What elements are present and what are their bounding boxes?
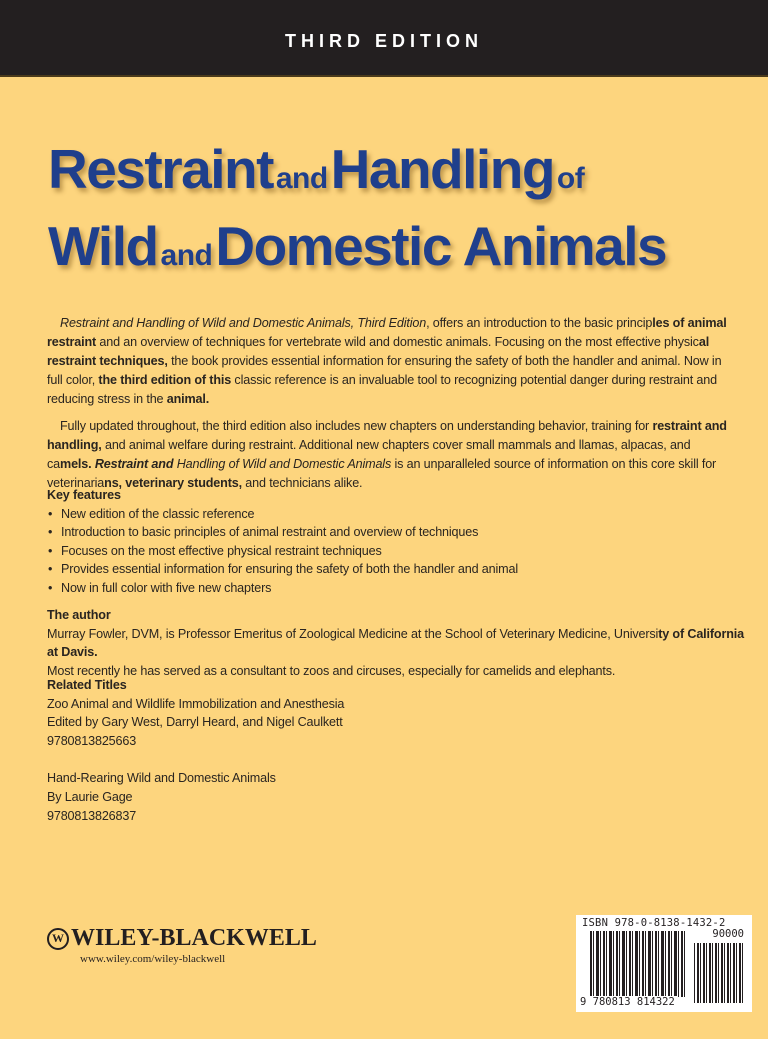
list-item: • New edition of the classic reference — [47, 505, 757, 524]
text-run: the third edition of this — [98, 373, 232, 387]
text-run: Restraint and Handling of Wild and Domestic Animals, Third Edition — [60, 316, 427, 330]
price-code: 90000 — [712, 928, 744, 940]
isbn-label: ISBN 978-0-8138-1432-2 — [582, 917, 726, 929]
title-word: Wild — [48, 215, 158, 277]
text-run: Fully updated throughout, the third edition also includes new chapters on understanding behavior, training for — [60, 419, 653, 433]
barcode-addon-bars-icon — [694, 943, 744, 1003]
spacer — [47, 750, 757, 769]
title-word: Handling — [330, 138, 554, 200]
text-run: and animal welfare during restraint. Additional new chapters cover small mammals and llamas, alpacas, and ca — [47, 438, 691, 471]
list-item: • Introduction to basic principles of animal restraint and overview of techniques — [47, 523, 757, 542]
author-section — [47, 606, 757, 680]
title-line-1 — [48, 138, 748, 215]
text-run: classic reference is an invaluable tool to recognizing potential danger during restraint and reducing stress in the — [47, 373, 717, 406]
edition-label: THIRD EDITION — [285, 31, 483, 51]
related-book-isbn: 9780813826837 — [47, 808, 137, 823]
wiley-emblem-icon: W — [47, 928, 69, 950]
title-word: and — [160, 239, 213, 272]
text-run: Handling of Wild and Domestic Animals — [176, 457, 392, 471]
text-run: the book provides essential information for ensuring the safety of both the handler and animal. Now in full color, — [47, 354, 722, 387]
book-title — [48, 138, 748, 292]
ean-number: 9 780813 814322 — [580, 996, 675, 1008]
title-word: and — [275, 162, 328, 195]
publisher-logo — [47, 925, 317, 952]
author-bio-line-1 — [47, 625, 757, 662]
list-item: • Provides essential information for ensuring the safety of both the handler and animal — [47, 560, 757, 579]
top-banner — [0, 0, 768, 77]
related-book-byline: By Laurie Gage — [47, 789, 133, 804]
text-run: , offers an introduction to the basic princip — [426, 316, 653, 330]
title-word: of — [556, 162, 585, 195]
title-word: Restraint — [48, 138, 273, 200]
publisher-url: www.wiley.com/wiley-blackwell — [80, 953, 226, 965]
related-titles-heading: Related Titles — [47, 678, 127, 692]
key-features-section — [47, 486, 757, 598]
isbn-barcode — [576, 915, 752, 1012]
text-run: and an overview of techniques for vertebrate wild and domestic animals. Focusing on the most effective physic — [96, 335, 699, 349]
description-paragraph-2 — [47, 417, 737, 493]
author-bio-line-2: Most recently he has served as a consultant to zoos and circuses, especially for camelids and elephants. — [47, 663, 616, 678]
text-run: restraint and handling, — [47, 419, 727, 452]
description-paragraph-1 — [47, 314, 737, 409]
related-book-title: Zoo Animal and Wildlife Immobilization and Anesthesia — [47, 696, 345, 711]
related-book-title: Hand-Rearing Wild and Domestic Animals — [47, 771, 276, 786]
related-book-byline: Edited by Gary West, Darryl Heard, and Nigel Caulkett — [47, 715, 343, 730]
author-bio-bold: ty of California at Davis. — [47, 626, 744, 660]
list-item: • Now in full color with five new chapters — [47, 579, 757, 598]
list-item: • Focuses on the most effective physical restraint techniques — [47, 542, 757, 561]
text-run: is an unparalleled source of information on this core skill for veterinaria — [47, 457, 717, 490]
related-titles-section — [47, 676, 757, 825]
publisher-name: WILEY-BLACKWELL — [71, 925, 317, 951]
title-word: Domestic Animals — [215, 215, 667, 277]
title-line-2 — [48, 215, 748, 292]
text-run: ns, veterinary students, — [104, 476, 242, 490]
text-run: mels. — [60, 457, 92, 471]
description — [47, 314, 737, 501]
text-run: les of animal restraint — [47, 316, 727, 349]
text-run: and technicians alike. — [241, 476, 363, 490]
text-run: al restraint techniques, — [47, 335, 710, 368]
author-bio-text: Murray Fowler, DVM, is Professor Emeritus of Zoological Medicine at the School of Veterinary Medicine, Universi — [47, 626, 659, 641]
key-features-list — [47, 505, 757, 598]
barcode-bars-icon — [590, 931, 686, 997]
key-features-heading: Key features — [47, 488, 121, 502]
text-run: animal. — [166, 392, 210, 406]
related-book-isbn: 9780813825663 — [47, 733, 137, 748]
author-heading: The author — [47, 608, 111, 622]
text-run: Restraint and — [94, 457, 174, 471]
